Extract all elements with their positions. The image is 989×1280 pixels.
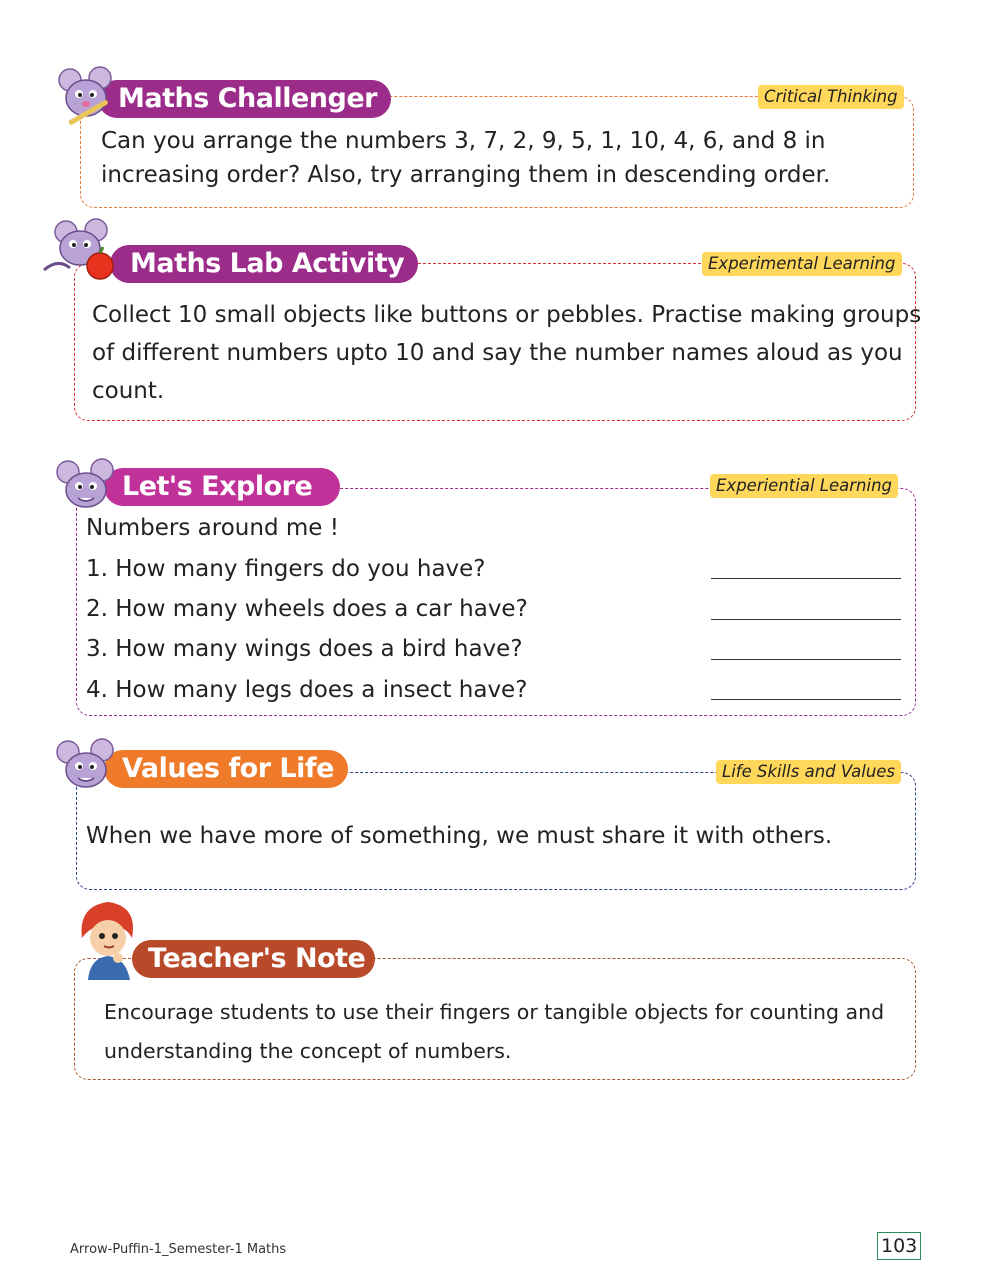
mouse-apple-mascot-icon xyxy=(40,218,124,282)
values-tag: Life Skills and Values xyxy=(716,760,901,784)
explore-question-3: 3. How many wings does a bird have? xyxy=(86,636,523,662)
answer-blank-2[interactable] xyxy=(711,619,901,620)
footer-book-title: Arrow-Puffin-1_Semester-1 Maths xyxy=(70,1242,287,1257)
lab-line-3: count. xyxy=(92,378,165,404)
explore-question-2: 2. How many wheels does a car have? xyxy=(86,596,528,622)
values-title: Values for Life xyxy=(104,750,348,788)
explore-tag: Experiential Learning xyxy=(710,474,898,498)
explore-intro: Numbers around me ! xyxy=(86,515,339,541)
mouse-mascot-icon xyxy=(54,66,122,126)
teacher-title: Teacher's Note xyxy=(132,940,375,978)
lab-line-2: of different numbers upto 10 and say the number names aloud as you xyxy=(92,340,903,366)
teacher-girl-icon xyxy=(74,898,144,980)
answer-blank-4[interactable] xyxy=(711,699,901,700)
answer-blank-1[interactable] xyxy=(711,578,901,579)
answer-blank-3[interactable] xyxy=(711,659,901,660)
values-text: When we have more of something, we must share it with others. xyxy=(86,823,833,849)
challenger-tag: Critical Thinking xyxy=(758,85,904,109)
explore-question-4: 4. How many legs does a insect have? xyxy=(86,677,528,703)
page-number: 103 xyxy=(877,1232,921,1260)
explore-title: Let's Explore xyxy=(104,468,340,506)
challenger-title: Maths Challenger xyxy=(98,80,391,118)
challenger-line-2: increasing order? Also, try arranging them in descending order. xyxy=(101,162,831,188)
lab-tag: Experimental Learning xyxy=(702,252,902,276)
lab-line-1: Collect 10 small objects like buttons or pebbles. Practise making groups xyxy=(92,302,922,328)
challenger-line-1: Can you arrange the numbers 3, 7, 2, 9, 5, 1, 10, 4, 6, and 8 in xyxy=(101,128,826,154)
lab-title: Maths Lab Activity xyxy=(110,245,418,283)
explore-question-1: 1. How many fingers do you have? xyxy=(86,556,486,582)
teacher-line-1: Encourage students to use their fingers or tangible objects for counting and xyxy=(104,1000,885,1024)
mouse-mascot-icon xyxy=(52,458,120,514)
teacher-line-2: understanding the concept of numbers. xyxy=(104,1039,512,1063)
mouse-mascot-icon xyxy=(52,738,120,794)
